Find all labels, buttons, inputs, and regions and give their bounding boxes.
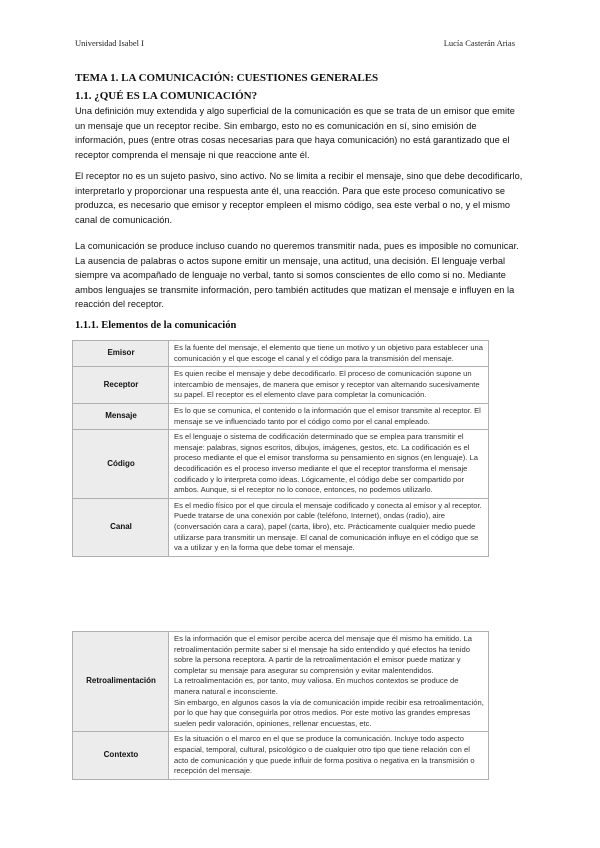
term-cell: Canal	[73, 498, 169, 556]
table-row	[73, 403, 489, 429]
definition-cell	[169, 367, 489, 404]
term-cell: Código	[73, 430, 169, 499]
table-row	[73, 367, 489, 404]
term-cell: Emisor	[73, 341, 169, 367]
definition-text: La retroalimentación es, por tanto, muy valiosa. En muchos contextos se produce de manera natural e inconsciente.	[174, 676, 459, 696]
elements-table	[72, 340, 489, 557]
paragraph-1: Una definición muy extendida y algo superficial de la comunicación es que se trata de un emisor que emite un mensaje que un receptor recibe. Sin embargo, esto no es comunicación en sí, sino emisión de información, pues (entre otras cosas necesarias para que haya comunicación) no está garantizado que el receptor comprenda el mensaje ni que reaccione ante él.	[75, 106, 515, 160]
chapter-title: TEMA 1. LA COMUNICACIÓN: CUESTIONES GENERALES	[75, 72, 379, 84]
term-cell: Mensaje	[73, 403, 169, 429]
definition-text: Es lo que se comunica, el contenido o la información que el emisor transmite al receptor. El mensaje se ve influenciado tanto por el código como por el canal empleado.	[174, 405, 481, 426]
definition-cell	[169, 632, 489, 732]
header-institution: Universidad Isabel I	[75, 38, 144, 48]
definition-cell	[169, 403, 489, 429]
table-row	[73, 498, 489, 556]
header-author: Lucía Casterán Arias	[443, 38, 515, 48]
definition-text: Es el lenguaje o sistema de codificación determinado que se emplea para transmitir el mensaje: palabras, signos escritos, dibujos, imágenes, gestos, etc. La codificación es el proceso mediante el que el emisor transforma su pensamiento en signos (en lenguaje). La decodificación es el proceso inverso mediante el que el receptor transforma el mensaje codificado y lo interpreta como ideas. Lógicamente, el código debe ser compartido por ambos. Aunque, si el receptor no lo conoce, entonces, no podemos utilizarlo.	[174, 432, 478, 495]
paragraph-2: El receptor no es un sujeto pasivo, sino activo. No se limita a recibir el mensaje, sino que debe decodificarlo, interpretarlo y proporcionar una respuesta ante él, una reacción. Para que este proceso comunicativo se produzca, es necesario que emisor y receptor empleen el mismo código, sea este verbal o no, y el mismo canal de comunicación.	[75, 171, 523, 225]
definition-text: Es la situación o el marco en el que se produce la comunicación. Incluye todo aspecto espacial, temporal, cultural, psicológico o de cualquier otro tipo que tiene relación con el acto de comunicación y que puede influir de forma positiva o negativa en la transmisión o recepción del mensaje.	[174, 734, 475, 776]
definition-text: Es la información que el emisor percibe acerca del mensaje que él mismo ha emitido. La retroalimentación permite saber si el mensaje ha sido entendido y qué efectos ha tenido sobre la persona receptora. A partir de la retroalimentación el emisor puede matizar y completar su mensaje para asegurar su comprensión y evitar malentendidos.	[174, 634, 472, 675]
definition-cell	[169, 430, 489, 499]
elements-table-continued	[72, 631, 489, 780]
definition-text: Es el medio físico por el que circula el mensaje codificado y conecta al emisor y al receptor. Puede tratarse de una conexión por cable (teléfono, Internet), ondas (radio), aire (conversación cara a cara), papel (carta, libro), etc. Prácticamente cualquier medio puede utilizarse para transmitir un mensaje. El canal de comunicación influye en el código que se va a utilizar y en la forma que debe tomar el mensaje.	[174, 500, 482, 553]
table-row	[73, 341, 489, 367]
term-cell: Retroalimentación	[73, 632, 169, 732]
definition-text: Sin embargo, en algunos casos la vía de comunicación impide recibir esa retroalimentación, por lo que hay que conseguirla por otros medios. Por este motivo las grandes empresas suelen pedir valoración, opiniones, rellenar encuestas, etc.	[174, 697, 484, 728]
table-row	[73, 732, 489, 779]
definition-cell	[169, 498, 489, 556]
definition-cell	[169, 341, 489, 367]
definition-text: Es la fuente del mensaje, el elemento que tiene un motivo y un objetivo para establecer una comunicación y el que escoge el canal y el código para la transmisión del mensaje.	[174, 343, 484, 363]
table-row	[73, 632, 489, 732]
subsection-title: 1.1.1. Elementos de la comunicación	[75, 320, 237, 331]
table-row	[73, 430, 489, 499]
term-cell: Contexto	[73, 732, 169, 779]
paragraph-3: La comunicación se produce incluso cuando no queremos transmitir nada, pues es imposible no comunicar. La ausencia de palabras o actos supone emitir un mensaje, una actitud, una decisión. El lenguaje verbal siempre va acompañado de lenguaje no verbal, tanto si somos conscientes de ello como si no. Mediante ambos lenguajes se transmite información, pero también actitudes que matizan el mensaje e influyen en la reacción del receptor.	[75, 241, 519, 310]
definition-text: Es quien recibe el mensaje y debe decodificarlo. El proceso de comunicación supone un intercambio de mensajes, de manera que emisor y receptor van alternando sucesivamente su papel. El receptor es el elemento clave para completar la comunicación.	[174, 369, 480, 400]
term-cell: Receptor	[73, 367, 169, 404]
definition-cell	[169, 732, 489, 779]
section-title: 1.1. ¿QUÉ ES LA COMUNICACIÓN?	[75, 90, 258, 102]
